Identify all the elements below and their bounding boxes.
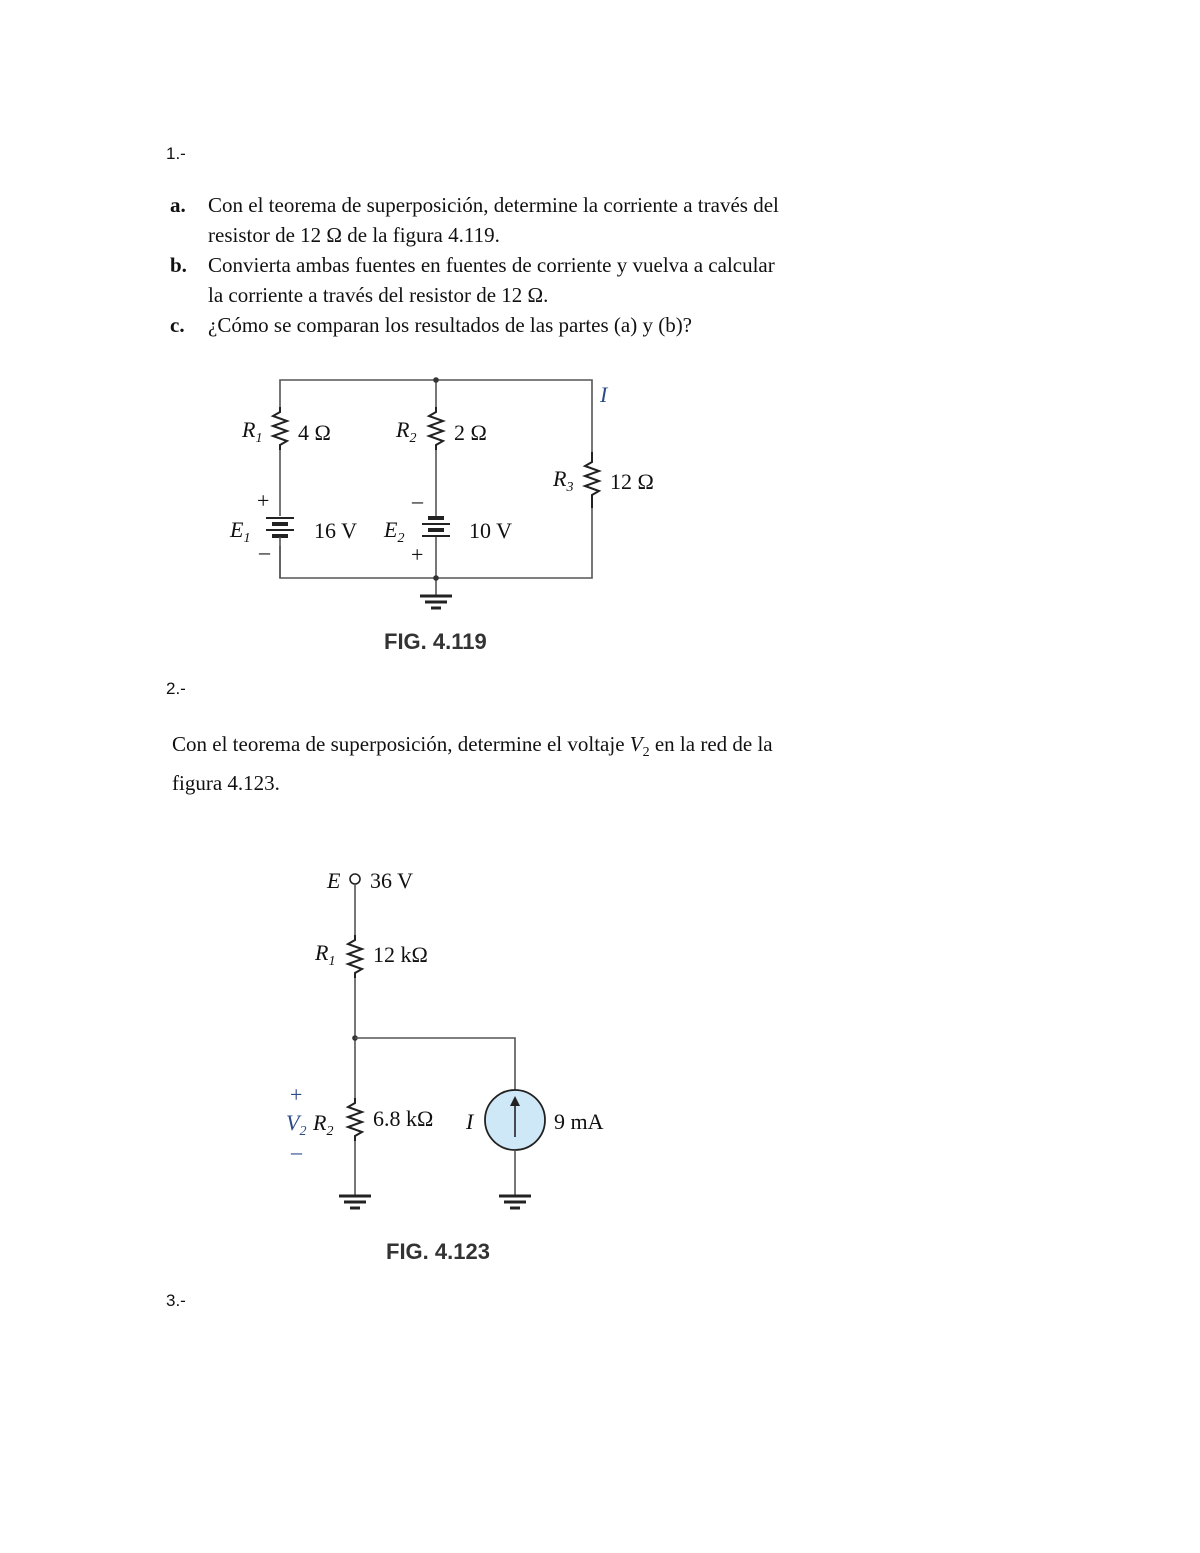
e2-minus: – (412, 488, 423, 513)
r3-value: 12 Ω (610, 469, 654, 494)
e1-plus: + (257, 488, 270, 513)
e-label: E (327, 868, 341, 893)
problem-2-text: Con el teorema de superposición, determine el voltaje $V_2$ en la red de la figura 4.123. (172, 732, 773, 796)
v2-plus: + (290, 1082, 303, 1107)
v2-label: $V_2$ (286, 1110, 307, 1139)
figure-caption-4-119: FIG. 4.119 (384, 629, 487, 654)
resistor-r2 (348, 1098, 362, 1141)
r3-label: $R_3$ (553, 466, 574, 495)
question-letter: c. (170, 313, 185, 337)
question-letter: a. (170, 193, 186, 217)
figure-caption-4-123: FIG. 4.123 (386, 1239, 490, 1264)
e2-plus: + (411, 542, 424, 567)
r1-label: $R_1$ (315, 940, 336, 969)
current-label: I (600, 382, 608, 407)
r2-label: $R_2$ (313, 1110, 334, 1139)
question-text: Convierta ambas fuentes en fuentes de corriente y vuelva a calcular la corriente a través del resistor de 12 Ω. (208, 253, 775, 307)
source-top-wire (355, 1038, 515, 1091)
r1-value: 4 Ω (298, 420, 331, 445)
terminal-circle (350, 874, 360, 884)
r2-value: 6.8 kΩ (373, 1106, 434, 1131)
r2-value: 2 Ω (454, 420, 487, 445)
problem-number-1: 1.- (166, 144, 186, 163)
ground-icon (499, 1196, 531, 1208)
e1-minus: – (259, 539, 270, 564)
r1-value: 12 kΩ (373, 942, 428, 967)
r2-label: $R_2$ (396, 417, 417, 446)
source-value: 9 mA (554, 1109, 604, 1134)
problem-number-3: 3.- (166, 1291, 186, 1310)
question-text: ¿Cómo se comparan los resultados de las partes (a) y (b)? (208, 313, 693, 337)
r1-label: $R_1$ (242, 417, 263, 446)
ground-icon (339, 1196, 371, 1208)
e1-value: 16 V (314, 518, 357, 543)
source-label: I (466, 1109, 474, 1134)
e2-value: 10 V (469, 518, 512, 543)
question-letter: b. (170, 253, 187, 277)
v2-minus: – (291, 1139, 302, 1164)
e-value: 36 V (370, 868, 413, 893)
resistor-r1 (348, 935, 362, 978)
question-text: Con el teorema de superposición, determine la corriente a través del resistor de 12 Ω de la figura 4.119. (208, 193, 779, 247)
e1-label: $E_1$ (230, 517, 251, 546)
problem-number-2: 2.- (166, 679, 186, 698)
e2-label: $E_2$ (384, 517, 405, 546)
